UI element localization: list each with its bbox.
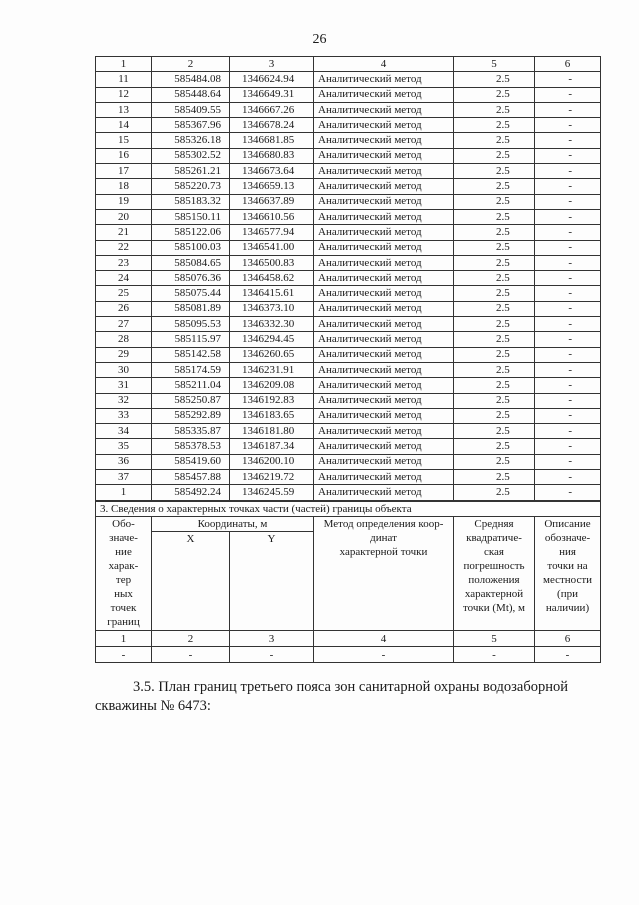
table-row bbox=[96, 133, 601, 148]
cell-x: 585250.87 bbox=[152, 393, 230, 408]
cell-acc: 2.5 bbox=[454, 271, 535, 286]
cell-acc: 2.5 bbox=[454, 362, 535, 377]
cell-method: Аналитический метод bbox=[314, 118, 454, 133]
cell-method: Аналитический метод bbox=[314, 424, 454, 439]
table-row bbox=[96, 148, 601, 163]
cell-acc: 2.5 bbox=[454, 164, 535, 179]
cell-acc: 2.5 bbox=[454, 72, 535, 87]
description-header: Описание обозначе- ния точки на местности (при наличии) bbox=[535, 517, 601, 631]
cell-n: 1 bbox=[96, 485, 152, 500]
table-row bbox=[96, 408, 601, 423]
cell-n: 13 bbox=[96, 102, 152, 117]
empty-value: - bbox=[535, 647, 601, 663]
cell-y: 1346231.91 bbox=[230, 362, 314, 377]
cell-n: 16 bbox=[96, 148, 152, 163]
column-number: 3 bbox=[230, 631, 314, 647]
cell-x: 585076.36 bbox=[152, 271, 230, 286]
cell-desc: - bbox=[535, 301, 601, 316]
table-row bbox=[96, 102, 601, 117]
cell-n: 30 bbox=[96, 362, 152, 377]
cell-acc: 2.5 bbox=[454, 255, 535, 270]
cell-n: 27 bbox=[96, 317, 152, 332]
table-row bbox=[96, 164, 601, 179]
cell-desc: - bbox=[535, 179, 601, 194]
cell-desc: - bbox=[535, 485, 601, 500]
cell-y: 1346183.65 bbox=[230, 408, 314, 423]
cell-method: Аналитический метод bbox=[314, 378, 454, 393]
cell-x: 585095.53 bbox=[152, 317, 230, 332]
cell-desc: - bbox=[535, 378, 601, 393]
cell-x: 585115.97 bbox=[152, 332, 230, 347]
cell-acc: 2.5 bbox=[454, 347, 535, 362]
cell-y: 1346181.80 bbox=[230, 424, 314, 439]
table-row bbox=[96, 393, 601, 408]
cell-y: 1346209.08 bbox=[230, 378, 314, 393]
cell-method: Аналитический метод bbox=[314, 408, 454, 423]
cell-x: 585492.24 bbox=[152, 485, 230, 500]
accuracy-header: Средняя квадратиче- ская погрешность положения характерной точки (Mt), м bbox=[454, 517, 535, 631]
cell-method: Аналитический метод bbox=[314, 255, 454, 270]
paragraph-line-2: скважины № 6473: bbox=[95, 698, 211, 714]
cell-n: 25 bbox=[96, 286, 152, 301]
cell-desc: - bbox=[535, 470, 601, 485]
section-paragraph bbox=[95, 678, 605, 716]
method-header: Метод определения коор- динат характерной точки bbox=[314, 517, 454, 631]
table-row bbox=[96, 332, 601, 347]
cell-desc: - bbox=[535, 72, 601, 87]
cell-y: 1346260.65 bbox=[230, 347, 314, 362]
column-number: 1 bbox=[96, 631, 152, 647]
cell-desc: - bbox=[535, 148, 601, 163]
cell-method: Аналитический метод bbox=[314, 470, 454, 485]
page-number: 26 bbox=[312, 32, 327, 47]
cell-x: 585122.06 bbox=[152, 225, 230, 240]
table-row bbox=[96, 470, 601, 485]
cell-x: 585220.73 bbox=[152, 179, 230, 194]
cell-desc: - bbox=[535, 240, 601, 255]
cell-desc: - bbox=[535, 194, 601, 209]
coordinates-header: Координаты, м bbox=[152, 517, 314, 532]
cell-y: 1346219.72 bbox=[230, 470, 314, 485]
cell-x: 585075.44 bbox=[152, 286, 230, 301]
cell-n: 32 bbox=[96, 393, 152, 408]
cell-acc: 2.5 bbox=[454, 301, 535, 316]
table-row bbox=[96, 271, 601, 286]
cell-method: Аналитический метод bbox=[314, 72, 454, 87]
cell-y: 1346577.94 bbox=[230, 225, 314, 240]
cell-method: Аналитический метод bbox=[314, 317, 454, 332]
cell-x: 585150.11 bbox=[152, 209, 230, 224]
cell-acc: 2.5 bbox=[454, 454, 535, 469]
cell-y: 1346667.26 bbox=[230, 102, 314, 117]
point-designation-header: Обо- значе- ние харак- тер ных точек границ bbox=[96, 517, 152, 631]
empty-value: - bbox=[152, 647, 230, 663]
cell-x: 585409.55 bbox=[152, 102, 230, 117]
cell-method: Аналитический метод bbox=[314, 286, 454, 301]
table-row bbox=[96, 179, 601, 194]
cell-method: Аналитический метод bbox=[314, 133, 454, 148]
cell-y: 1346187.34 bbox=[230, 439, 314, 454]
cell-acc: 2.5 bbox=[454, 393, 535, 408]
cell-desc: - bbox=[535, 439, 601, 454]
cell-method: Аналитический метод bbox=[314, 164, 454, 179]
cell-desc: - bbox=[535, 362, 601, 377]
cell-desc: - bbox=[535, 286, 601, 301]
cell-n: 35 bbox=[96, 439, 152, 454]
cell-acc: 2.5 bbox=[454, 408, 535, 423]
paragraph-line-1: 3.5. План границ третьего пояса зон санитарной охраны водозаборной bbox=[133, 679, 568, 695]
cell-method: Аналитический метод bbox=[314, 454, 454, 469]
cell-n: 28 bbox=[96, 332, 152, 347]
coordinates-table-body bbox=[96, 57, 601, 501]
cell-y: 1346500.83 bbox=[230, 255, 314, 270]
table-row bbox=[96, 362, 601, 377]
cell-method: Аналитический метод bbox=[314, 271, 454, 286]
cell-x: 585081.89 bbox=[152, 301, 230, 316]
cell-method: Аналитический метод bbox=[314, 347, 454, 362]
header-cell: 6 bbox=[535, 57, 601, 72]
cell-x: 585100.03 bbox=[152, 240, 230, 255]
table-row bbox=[96, 87, 601, 102]
cell-y: 1346332.30 bbox=[230, 317, 314, 332]
cell-y: 1346192.83 bbox=[230, 393, 314, 408]
table-header-row bbox=[96, 57, 601, 72]
cell-n: 19 bbox=[96, 194, 152, 209]
y-header: Y bbox=[230, 532, 314, 631]
cell-desc: - bbox=[535, 408, 601, 423]
cell-y: 1346610.56 bbox=[230, 209, 314, 224]
cell-y: 1346373.10 bbox=[230, 301, 314, 316]
cell-desc: - bbox=[535, 393, 601, 408]
cell-x: 585302.52 bbox=[152, 148, 230, 163]
cell-x: 585084.65 bbox=[152, 255, 230, 270]
cell-n: 24 bbox=[96, 271, 152, 286]
column-number: 2 bbox=[152, 631, 230, 647]
cell-x: 585378.53 bbox=[152, 439, 230, 454]
header-cell: 4 bbox=[314, 57, 454, 72]
table-row bbox=[96, 424, 601, 439]
cell-n: 15 bbox=[96, 133, 152, 148]
cell-n: 22 bbox=[96, 240, 152, 255]
cell-x: 585211.04 bbox=[152, 378, 230, 393]
cell-y: 1346541.00 bbox=[230, 240, 314, 255]
cell-n: 31 bbox=[96, 378, 152, 393]
table-row bbox=[96, 118, 601, 133]
cell-method: Аналитический метод bbox=[314, 439, 454, 454]
cell-acc: 2.5 bbox=[454, 317, 535, 332]
cell-n: 29 bbox=[96, 347, 152, 362]
cell-acc: 2.5 bbox=[454, 225, 535, 240]
cell-acc: 2.5 bbox=[454, 470, 535, 485]
cell-acc: 2.5 bbox=[454, 194, 535, 209]
cell-method: Аналитический метод bbox=[314, 179, 454, 194]
cell-desc: - bbox=[535, 317, 601, 332]
cell-n: 18 bbox=[96, 179, 152, 194]
cell-desc: - bbox=[535, 255, 601, 270]
cell-method: Аналитический метод bbox=[314, 87, 454, 102]
empty-value: - bbox=[96, 647, 152, 663]
cell-n: 36 bbox=[96, 454, 152, 469]
header-cell: 3 bbox=[230, 57, 314, 72]
cell-x: 585484.08 bbox=[152, 72, 230, 87]
section-title: 3. Сведения о характерных точках части (частей) границы объекта bbox=[96, 502, 601, 517]
table-row bbox=[96, 72, 601, 87]
cell-n: 33 bbox=[96, 408, 152, 423]
cell-method: Аналитический метод bbox=[314, 225, 454, 240]
cell-method: Аналитический метод bbox=[314, 362, 454, 377]
cell-x: 585326.18 bbox=[152, 133, 230, 148]
cell-desc: - bbox=[535, 347, 601, 362]
cell-n: 21 bbox=[96, 225, 152, 240]
cell-y: 1346649.31 bbox=[230, 87, 314, 102]
cell-x: 585142.58 bbox=[152, 347, 230, 362]
cell-n: 23 bbox=[96, 255, 152, 270]
cell-y: 1346458.62 bbox=[230, 271, 314, 286]
table-row bbox=[96, 378, 601, 393]
cell-acc: 2.5 bbox=[454, 102, 535, 117]
cell-acc: 2.5 bbox=[454, 209, 535, 224]
cell-n: 12 bbox=[96, 87, 152, 102]
header-cell: 5 bbox=[454, 57, 535, 72]
table-row bbox=[96, 286, 601, 301]
cell-x: 585367.96 bbox=[152, 118, 230, 133]
column-number: 6 bbox=[535, 631, 601, 647]
cell-n: 37 bbox=[96, 470, 152, 485]
cell-acc: 2.5 bbox=[454, 148, 535, 163]
cell-method: Аналитический метод bbox=[314, 240, 454, 255]
table-row bbox=[96, 485, 601, 500]
table-row bbox=[96, 209, 601, 224]
x-header: X bbox=[152, 532, 230, 631]
table-row bbox=[96, 194, 601, 209]
cell-y: 1346637.89 bbox=[230, 194, 314, 209]
cell-y: 1346681.85 bbox=[230, 133, 314, 148]
cell-desc: - bbox=[535, 454, 601, 469]
coordinates-table bbox=[95, 56, 601, 501]
cell-x: 585457.88 bbox=[152, 470, 230, 485]
empty-value: - bbox=[314, 647, 454, 663]
table-row bbox=[96, 347, 601, 362]
cell-x: 585335.87 bbox=[152, 424, 230, 439]
column-number: 5 bbox=[454, 631, 535, 647]
cell-n: 11 bbox=[96, 72, 152, 87]
cell-n: 26 bbox=[96, 301, 152, 316]
cell-n: 14 bbox=[96, 118, 152, 133]
cell-method: Аналитический метод bbox=[314, 301, 454, 316]
cell-y: 1346624.94 bbox=[230, 72, 314, 87]
cell-acc: 2.5 bbox=[454, 439, 535, 454]
cell-desc: - bbox=[535, 209, 601, 224]
cell-method: Аналитический метод bbox=[314, 485, 454, 500]
cell-desc: - bbox=[535, 164, 601, 179]
cell-method: Аналитический метод bbox=[314, 393, 454, 408]
cell-y: 1346673.64 bbox=[230, 164, 314, 179]
cell-n: 34 bbox=[96, 424, 152, 439]
cell-x: 585292.89 bbox=[152, 408, 230, 423]
cell-acc: 2.5 bbox=[454, 424, 535, 439]
cell-desc: - bbox=[535, 225, 601, 240]
cell-acc: 2.5 bbox=[454, 286, 535, 301]
cell-acc: 2.5 bbox=[454, 240, 535, 255]
cell-desc: - bbox=[535, 118, 601, 133]
cell-x: 585261.21 bbox=[152, 164, 230, 179]
cell-y: 1346294.45 bbox=[230, 332, 314, 347]
cell-x: 585448.64 bbox=[152, 87, 230, 102]
cell-method: Аналитический метод bbox=[314, 332, 454, 347]
cell-acc: 2.5 bbox=[454, 485, 535, 500]
table-row bbox=[96, 255, 601, 270]
cell-acc: 2.5 bbox=[454, 378, 535, 393]
cell-x: 585174.59 bbox=[152, 362, 230, 377]
table-row bbox=[96, 439, 601, 454]
cell-y: 1346678.24 bbox=[230, 118, 314, 133]
cell-method: Аналитический метод bbox=[314, 194, 454, 209]
cell-y: 1346415.61 bbox=[230, 286, 314, 301]
cell-x: 585183.32 bbox=[152, 194, 230, 209]
part-boundary-table bbox=[95, 501, 601, 663]
table-row bbox=[96, 301, 601, 316]
cell-method: Аналитический метод bbox=[314, 209, 454, 224]
cell-method: Аналитический метод bbox=[314, 148, 454, 163]
cell-acc: 2.5 bbox=[454, 133, 535, 148]
empty-value: - bbox=[454, 647, 535, 663]
table-row bbox=[96, 240, 601, 255]
cell-desc: - bbox=[535, 102, 601, 117]
header-cell: 2 bbox=[152, 57, 230, 72]
cell-y: 1346245.59 bbox=[230, 485, 314, 500]
cell-y: 1346200.10 bbox=[230, 454, 314, 469]
table-row bbox=[96, 225, 601, 240]
column-number: 4 bbox=[314, 631, 454, 647]
cell-desc: - bbox=[535, 271, 601, 286]
cell-desc: - bbox=[535, 133, 601, 148]
cell-acc: 2.5 bbox=[454, 118, 535, 133]
table-row bbox=[96, 454, 601, 469]
cell-n: 20 bbox=[96, 209, 152, 224]
cell-y: 1346680.83 bbox=[230, 148, 314, 163]
cell-y: 1346659.13 bbox=[230, 179, 314, 194]
cell-acc: 2.5 bbox=[454, 179, 535, 194]
cell-method: Аналитический метод bbox=[314, 102, 454, 117]
header-cell: 1 bbox=[96, 57, 152, 72]
cell-x: 585419.60 bbox=[152, 454, 230, 469]
cell-n: 17 bbox=[96, 164, 152, 179]
empty-value: - bbox=[230, 647, 314, 663]
cell-acc: 2.5 bbox=[454, 332, 535, 347]
table-row bbox=[96, 317, 601, 332]
cell-acc: 2.5 bbox=[454, 87, 535, 102]
cell-desc: - bbox=[535, 87, 601, 102]
cell-desc: - bbox=[535, 332, 601, 347]
cell-desc: - bbox=[535, 424, 601, 439]
